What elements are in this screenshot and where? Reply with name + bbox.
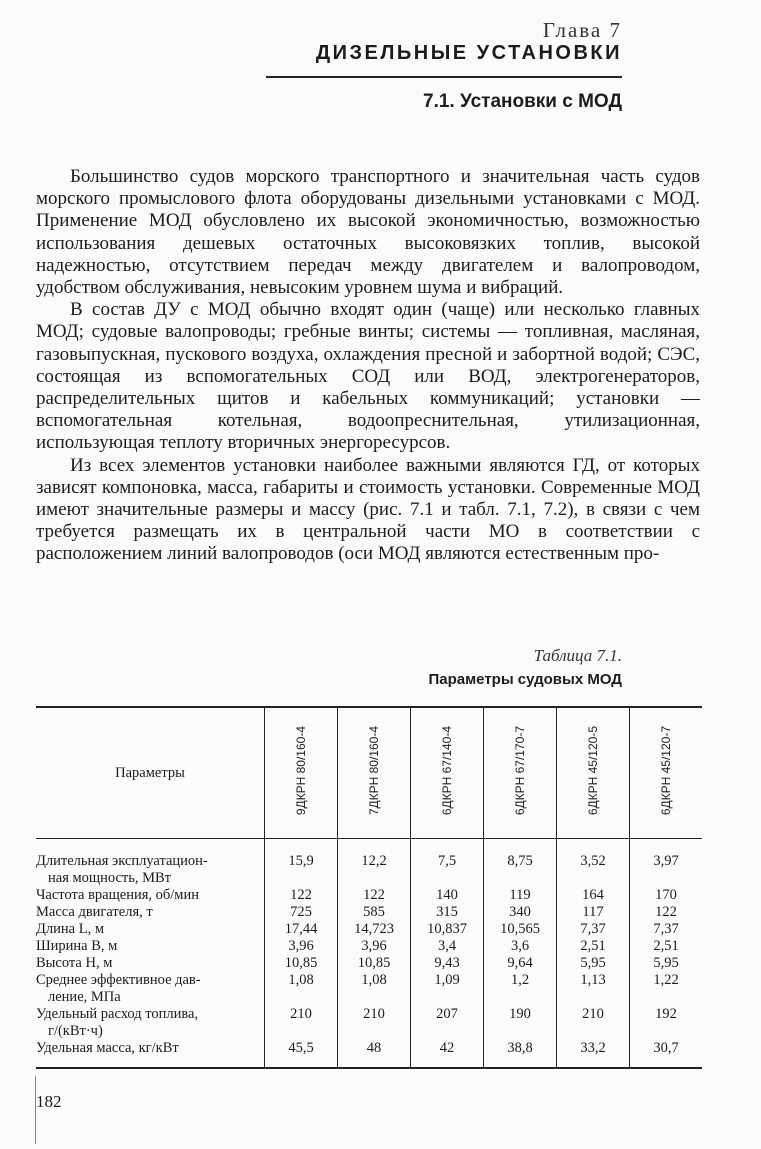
- paragraph: Из всех элементов установки наиболее важными являются ГД, от которых зависят компоновка, масса, габариты и стоимость установки. Современные МОД имеют значительные размеры и массу (рис. 7.1 и табл. 7.1, 7.2), в связи с чем требуется размещать их в центральной части МО в соответствии с расположением линий валопроводов (оси МОД являются естественным про-: [36, 454, 700, 565]
- param-name-line: г/(кВт·ч): [48, 1023, 103, 1039]
- table-cell: 210: [338, 1006, 411, 1040]
- table-cell: 9,64: [484, 955, 557, 972]
- param-name-line: Высота H, м: [36, 955, 113, 971]
- engine-column-header: [557, 707, 630, 839]
- table-caption: Таблица 7.1.: [533, 646, 622, 665]
- engine-column-header: [265, 707, 338, 839]
- table-row: [36, 938, 702, 955]
- param-name: [36, 904, 265, 921]
- param-name-line: Среднее эффективное дав-: [36, 972, 201, 988]
- table-cell: 210: [557, 1006, 630, 1040]
- engine-label: 6ДКРН 67/140-4: [440, 725, 454, 816]
- param-name: [36, 839, 265, 888]
- table-cell: 3,4: [411, 938, 484, 955]
- table-cell: 585: [338, 904, 411, 921]
- table-cell: 3,97: [630, 839, 703, 888]
- table-row: [36, 955, 702, 972]
- table-cell: 3,96: [265, 938, 338, 955]
- table-cell: 7,37: [630, 921, 703, 938]
- table-cell: 5,95: [557, 955, 630, 972]
- body-text: [36, 166, 700, 566]
- table-cell: 119: [484, 887, 557, 904]
- param-name: [36, 921, 265, 938]
- engine-column-header: [484, 707, 557, 839]
- engine-column-header: [411, 707, 484, 839]
- table-cell: 30,7: [630, 1040, 703, 1068]
- table-cell: 17,44: [265, 921, 338, 938]
- table-cell: 33,2: [557, 1040, 630, 1068]
- param-name-line: ление, МПа: [48, 989, 121, 1005]
- engine-label: 7ДКРН 80/160-4: [367, 725, 381, 816]
- table-cell: 45,5: [265, 1040, 338, 1068]
- table-cell: 12,2: [338, 839, 411, 888]
- table-cell: 1,13: [557, 972, 630, 1006]
- table-cell: 140: [411, 887, 484, 904]
- chapter-rule: [266, 76, 622, 78]
- engine-label: 9ДКРН 80/160-4: [294, 725, 308, 816]
- table-cell: 725: [265, 904, 338, 921]
- section-title: 7.1. Установки с МОД: [423, 91, 622, 112]
- page-number: 182: [36, 1092, 62, 1111]
- table-row: [36, 904, 702, 921]
- table-cell: 207: [411, 1006, 484, 1040]
- param-name: [36, 972, 265, 1006]
- table-cell: 2,51: [557, 938, 630, 955]
- table-row: [36, 1040, 702, 1068]
- param-name: [36, 1006, 265, 1040]
- table-cell: 117: [557, 904, 630, 921]
- table-cell: 42: [411, 1040, 484, 1068]
- table-cell: 14,723: [338, 921, 411, 938]
- engine-label: 6ДКРН 45/120-5: [586, 725, 600, 816]
- engine-label: 6ДКРН 67/170-7: [513, 725, 527, 816]
- table-row: [36, 1006, 702, 1040]
- param-name-line: Удельная масса, кг/кВт: [36, 1040, 179, 1056]
- table-title: Параметры судовых МОД: [428, 671, 622, 688]
- table-cell: 1,08: [338, 972, 411, 1006]
- param-name: [36, 887, 265, 904]
- table-row: [36, 972, 702, 1006]
- table-cell: 48: [338, 1040, 411, 1068]
- table-cell: 190: [484, 1006, 557, 1040]
- engine-column-header: [338, 707, 411, 839]
- table-cell: 2,51: [630, 938, 703, 955]
- table-cell: 1,09: [411, 972, 484, 1006]
- param-name: [36, 938, 265, 955]
- table-cell: 3,6: [484, 938, 557, 955]
- table-cell: 122: [338, 887, 411, 904]
- table-cell: 164: [557, 887, 630, 904]
- table-cell: 10,565: [484, 921, 557, 938]
- table-cell: 315: [411, 904, 484, 921]
- table-row: [36, 921, 702, 938]
- paragraph: Большинство судов морского транспортного и значительная часть судов морского промыслового флота оборудованы дизельными установками с МОД. Применение МОД обусловлено их высокой экономичностью, возможностью использования дешевых остаточных высоковязких топлив, высокой надежностью, отсутствием передач между двигателем и валопроводом, удобством обслуживания, невысоким уровнем шума и вибраций.: [36, 166, 700, 299]
- param-name-line: Частота вращения, об/мин: [36, 887, 199, 903]
- chapter-label: Глава 7: [542, 18, 622, 42]
- table-cell: 192: [630, 1006, 703, 1040]
- table-row: [36, 839, 702, 888]
- table-cell: 10,85: [338, 955, 411, 972]
- table-cell: 1,2: [484, 972, 557, 1006]
- param-name-line: ная мощность, МВт: [48, 870, 171, 886]
- table-cell: 10,85: [265, 955, 338, 972]
- table-cell: 3,52: [557, 839, 630, 888]
- table-cell: 1,22: [630, 972, 703, 1006]
- engine-column-header: [630, 707, 703, 839]
- table-cell: 3,96: [338, 938, 411, 955]
- table-cell: 9,43: [411, 955, 484, 972]
- table-cell: 7,37: [557, 921, 630, 938]
- param-name-line: Удельный расход топлива,: [36, 1006, 199, 1022]
- table-header-row: [36, 707, 702, 839]
- param-name: [36, 1040, 265, 1068]
- param-name-line: Ширина B, м: [36, 938, 118, 954]
- table-cell: 1,08: [265, 972, 338, 1006]
- table-cell: 122: [630, 904, 703, 921]
- chapter-title: ДИЗЕЛЬНЫЕ УСТАНОВКИ: [315, 42, 622, 64]
- param-name: [36, 955, 265, 972]
- parameters-table: [36, 706, 702, 1069]
- param-name-line: Длина L, м: [36, 921, 104, 937]
- table-cell: 7,5: [411, 839, 484, 888]
- table-cell: 8,75: [484, 839, 557, 888]
- param-column-header: Параметры: [36, 707, 265, 839]
- table-cell: 15,9: [265, 839, 338, 888]
- paragraph: В состав ДУ с МОД обычно входят один (чаще) или несколько главных МОД; судовые валопроводы; гребные винты; системы — топливная, масляная, газовыпускная, пускового воздуха, охлаждения пресной и забортной водой; СЭС, состоящая из вспомогательных СОД или ВОД, электрогенераторов, распределительных щитов и кабельных коммуникаций; установки — вспомогательная котельная, водоопреснительная, утилизационная, использующая теплоту вторичных энергоресурсов.: [36, 299, 700, 454]
- table-cell: 38,8: [484, 1040, 557, 1068]
- param-name-line: Масса двигателя, т: [36, 904, 153, 920]
- table-cell: 10,837: [411, 921, 484, 938]
- engine-label: 6ДКРН 45/120-7: [659, 725, 673, 816]
- table-cell: 210: [265, 1006, 338, 1040]
- table-cell: 5,95: [630, 955, 703, 972]
- table-row: [36, 887, 702, 904]
- table-cell: 170: [630, 887, 703, 904]
- table-cell: 340: [484, 904, 557, 921]
- param-name-line: Длительная эксплуатацион-: [36, 853, 208, 869]
- table-cell: 122: [265, 887, 338, 904]
